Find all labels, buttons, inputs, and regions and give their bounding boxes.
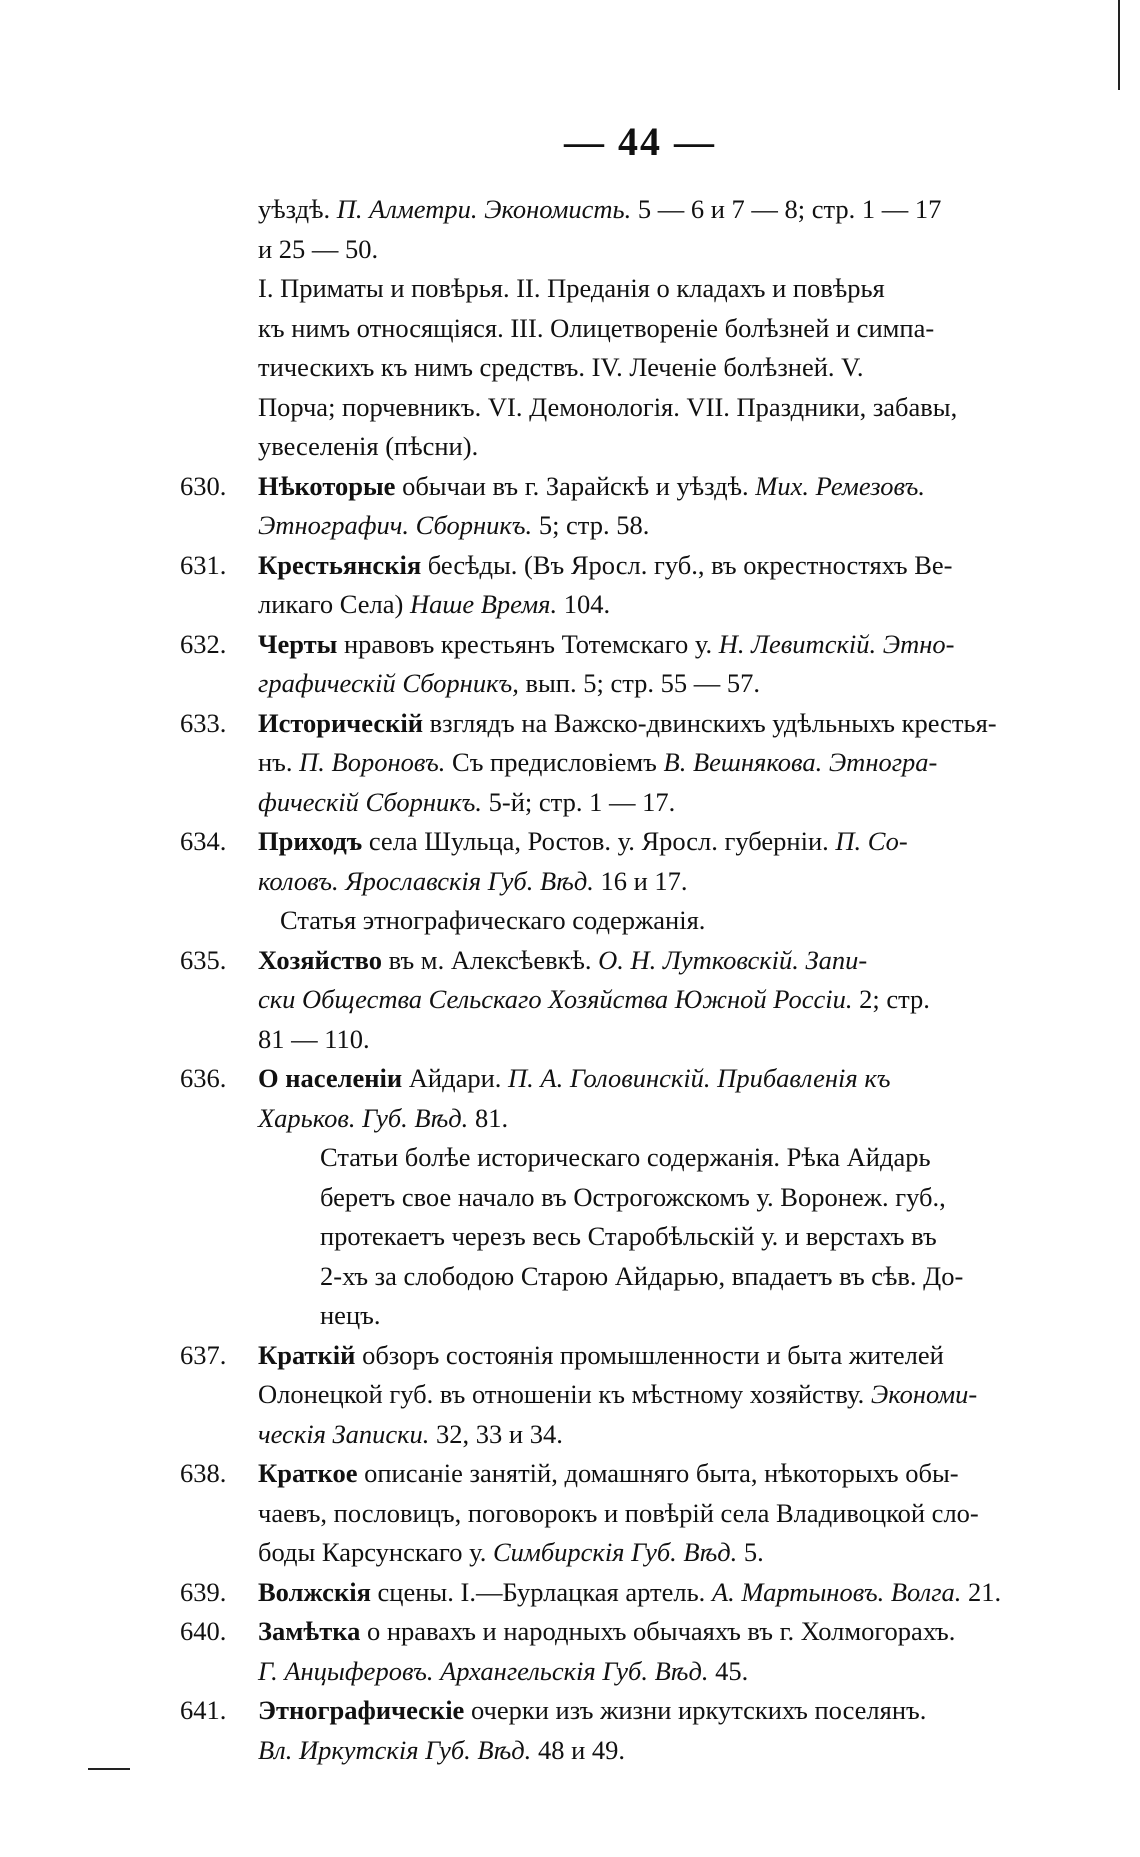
entry-number: 639.: [180, 1576, 227, 1607]
text-line: [180, 269, 1080, 309]
text-line: [180, 1494, 1080, 1534]
entry-first-line: [180, 1336, 1080, 1376]
source-citation: Г. Анцыферовъ. Архангельскія Губ. Вѣд.: [258, 1655, 709, 1686]
bibliography-text: [180, 190, 1080, 1770]
text-segment: чаевъ, пословицъ, поговорокъ и повѣрій села Владивоцкой сло-: [258, 1497, 979, 1528]
source-citation: В. Вешнякова. Этногра-: [663, 747, 938, 777]
entry-first-line: [180, 704, 1080, 744]
text-segment: 5-й; стр. 1 — 17.: [482, 786, 676, 817]
text-segment: 5 — 6 и 7 — 8; стр. 1 — 17: [631, 194, 942, 224]
text-segment: села Шульца, Ростов. у. Яросл. губерніи.: [362, 826, 836, 856]
text-line: [180, 506, 1080, 546]
text-line: [180, 309, 1080, 349]
entry-title: Приходъ: [258, 826, 363, 856]
entry-first-line: [180, 1612, 1080, 1652]
text-segment: взглядъ на Важско-двинскихъ удѣльныхъ крестья-: [423, 707, 997, 738]
entry-first-line: [180, 1691, 1080, 1731]
text-segment: беретъ свое начало въ Острогожскомъ у. Воронеж. губ.,: [320, 1181, 946, 1212]
text-line: [180, 743, 1080, 783]
text-segment: 104.: [557, 589, 611, 619]
text-segment: тическихъ къ нимъ средствъ. IV. Леченіе болѣзней. V.: [258, 352, 864, 382]
text-line: [180, 1533, 1080, 1573]
entry-number: 630.: [180, 470, 227, 501]
text-segment: вып. 5; стр. 55 — 57.: [518, 668, 761, 698]
text-segment: Порча; порчевникъ. VI. Демонологія. VII. Праздники, забавы,: [258, 391, 958, 422]
text-line: [180, 1257, 1080, 1297]
text-segment: Статьи болѣе историческаго содержанія. Рѣка Айдарь: [320, 1142, 931, 1172]
entry-title: Нѣкоторые: [258, 470, 396, 501]
text-line: [180, 190, 1080, 230]
text-segment: 5.: [737, 1537, 764, 1567]
source-citation: фическій Сборникъ.: [258, 786, 483, 817]
text-line: [180, 1099, 1080, 1139]
source-citation: Харьков. Губ. Вѣд.: [258, 1102, 469, 1133]
text-segment: очерки изъ жизни иркутскихъ поселянъ.: [464, 1695, 927, 1725]
page-foot-rule: [88, 1768, 130, 1770]
text-segment: ликаго Села): [258, 589, 410, 619]
text-segment: обычаи въ г. Зарайскѣ и уѣздѣ.: [395, 470, 756, 501]
entry-number: 638.: [180, 1458, 227, 1488]
text-segment: увеселенія (пѣсни).: [258, 431, 479, 461]
text-segment: Айдари.: [402, 1063, 509, 1093]
text-line: [180, 901, 1080, 941]
text-segment: I. Приматы и повѣрья. II. Преданія о кладахъ и повѣрья: [258, 273, 885, 303]
entry-first-line: [180, 625, 1080, 665]
text-segment: о нравахъ и народныхъ обычаяхъ въ г. Холмогорахъ.: [360, 1616, 956, 1646]
source-citation: графическій Сборникъ,: [258, 668, 519, 698]
text-segment: и 25 — 50.: [258, 233, 379, 264]
text-segment: 32, 33 и 34.: [429, 1418, 563, 1449]
entry-number: 640.: [180, 1616, 227, 1646]
text-segment: сцены. I.—Бурлацкая артель.: [370, 1576, 712, 1607]
text-line: [180, 1296, 1080, 1336]
text-segment: 5; стр. 58.: [532, 510, 650, 540]
text-line: [180, 1178, 1080, 1218]
source-citation: О. Н. Лутковскій. Запи-: [598, 944, 868, 975]
source-citation: Н. Левитскій. Этно-: [718, 628, 955, 659]
text-line: [180, 980, 1080, 1020]
text-segment: 81.: [468, 1102, 509, 1133]
entry-number: 634.: [180, 826, 227, 856]
text-line: [180, 230, 1080, 270]
text-segment: 48 и 49.: [531, 1734, 625, 1765]
text-segment: нецъ.: [320, 1300, 381, 1330]
entry-number: 637.: [180, 1339, 227, 1370]
text-line: [180, 783, 1080, 823]
source-citation: П. Алметри. Экономисть.: [336, 194, 632, 224]
source-citation: ческія Записки.: [258, 1418, 430, 1449]
entry-first-line: [180, 546, 1080, 586]
source-citation: Наше Время.: [409, 589, 558, 619]
text-line: [180, 1020, 1080, 1060]
entry-first-line: [180, 1454, 1080, 1494]
source-citation: П. А. Головинскій. Прибавленія къ: [508, 1063, 891, 1093]
entry-title: Крестьянскія: [258, 549, 422, 580]
text-line: [180, 388, 1080, 428]
text-segment: 16 и 17.: [593, 865, 688, 896]
entry-title: Краткое: [258, 1458, 358, 1488]
entry-number: 631.: [180, 549, 227, 580]
source-citation: П. Вороновъ.: [299, 747, 446, 777]
text-line: [180, 427, 1080, 467]
text-line: [180, 1217, 1080, 1257]
source-citation: Экономи-: [870, 1379, 978, 1409]
entry-title: Историческій: [258, 707, 423, 738]
entry-number: 636.: [180, 1063, 227, 1093]
entry-title: О населеніи: [258, 1063, 403, 1093]
text-segment: Статья этнографическаго содержанія.: [280, 905, 706, 935]
text-line: [180, 348, 1080, 388]
entry-number: 633.: [180, 707, 227, 738]
text-segment: Олонецкой губ. въ отношеніи къ мѣстному хозяйству.: [258, 1379, 871, 1409]
source-citation: Мих. Ремезовъ.: [755, 470, 926, 501]
text-segment: протекаетъ черезъ весь Старобѣльскій у. и верстахъ въ: [320, 1221, 937, 1251]
entry-first-line: [180, 1573, 1080, 1613]
text-line: [180, 1375, 1080, 1415]
text-segment: 45.: [708, 1655, 749, 1686]
text-line: [180, 1415, 1080, 1455]
page-number-header: — 44 —: [564, 119, 716, 164]
text-segment: въ м. Алексѣевкѣ.: [382, 944, 599, 975]
page-edge-rule: [1118, 0, 1120, 90]
entry-title: Волжскія: [258, 1576, 371, 1607]
entry-title: Этнографическіе: [258, 1695, 465, 1725]
source-citation: П. Со-: [835, 826, 908, 856]
source-citation: коловъ. Ярославскія Губ. Вѣд.: [258, 865, 594, 896]
source-citation: Симбирскія Губ. Вѣд.: [493, 1537, 738, 1567]
entry-title: Краткій: [258, 1339, 356, 1370]
text-line: [180, 1652, 1080, 1692]
text-line: [180, 862, 1080, 902]
source-citation: Вл. Иркутскія Губ. Вѣд.: [258, 1734, 532, 1765]
text-segment: Съ предисловіемъ: [445, 747, 664, 777]
entry-title: Замѣтка: [258, 1616, 361, 1646]
entry-title: Черты: [258, 628, 338, 659]
source-citation: А. Мартыновъ. Волга.: [711, 1576, 962, 1607]
entry-number: 632.: [180, 628, 227, 659]
text-segment: нъ.: [258, 747, 300, 777]
text-segment: бесѣды. (Въ Яросл. губ., въ окрестностяхъ Ве-: [421, 549, 953, 580]
text-line: [180, 1731, 1080, 1771]
text-line: [180, 664, 1080, 704]
entry-first-line: [180, 941, 1080, 981]
text-segment: 21.: [961, 1576, 1002, 1607]
text-line: [180, 1138, 1080, 1178]
entry-number: 641.: [180, 1695, 227, 1725]
text-segment: 2; стр.: [852, 984, 930, 1014]
source-citation: ски Общества Сельскаго Хозяйства Южной Россіи.: [258, 984, 853, 1014]
source-citation: Этнографич. Сборникъ.: [258, 510, 533, 540]
text-segment: боды Карсунскаго у.: [258, 1537, 493, 1567]
entry-first-line: [180, 822, 1080, 862]
text-segment: уѣздѣ.: [258, 194, 337, 224]
text-segment: описаніе занятій, домашняго быта, нѣкоторыхъ обы-: [357, 1458, 959, 1488]
text-segment: обзоръ состоянія промышленности и быта жителей: [355, 1339, 944, 1370]
text-segment: 81 — 110.: [258, 1023, 370, 1054]
entry-first-line: [180, 467, 1080, 507]
text-segment: нравовъ крестьянъ Тотемскаго у.: [337, 628, 719, 659]
text-line: [180, 585, 1080, 625]
entry-number: 635.: [180, 944, 227, 975]
text-segment: 2-хъ за слободою Старою Айдарью, впадаетъ въ сѣв. До-: [320, 1260, 964, 1291]
text-segment: къ нимъ относящіяся. III. Олицетвореніе болѣзней и симпа-: [258, 312, 935, 343]
entry-title: Хозяйство: [258, 944, 382, 975]
entry-first-line: [180, 1059, 1080, 1099]
